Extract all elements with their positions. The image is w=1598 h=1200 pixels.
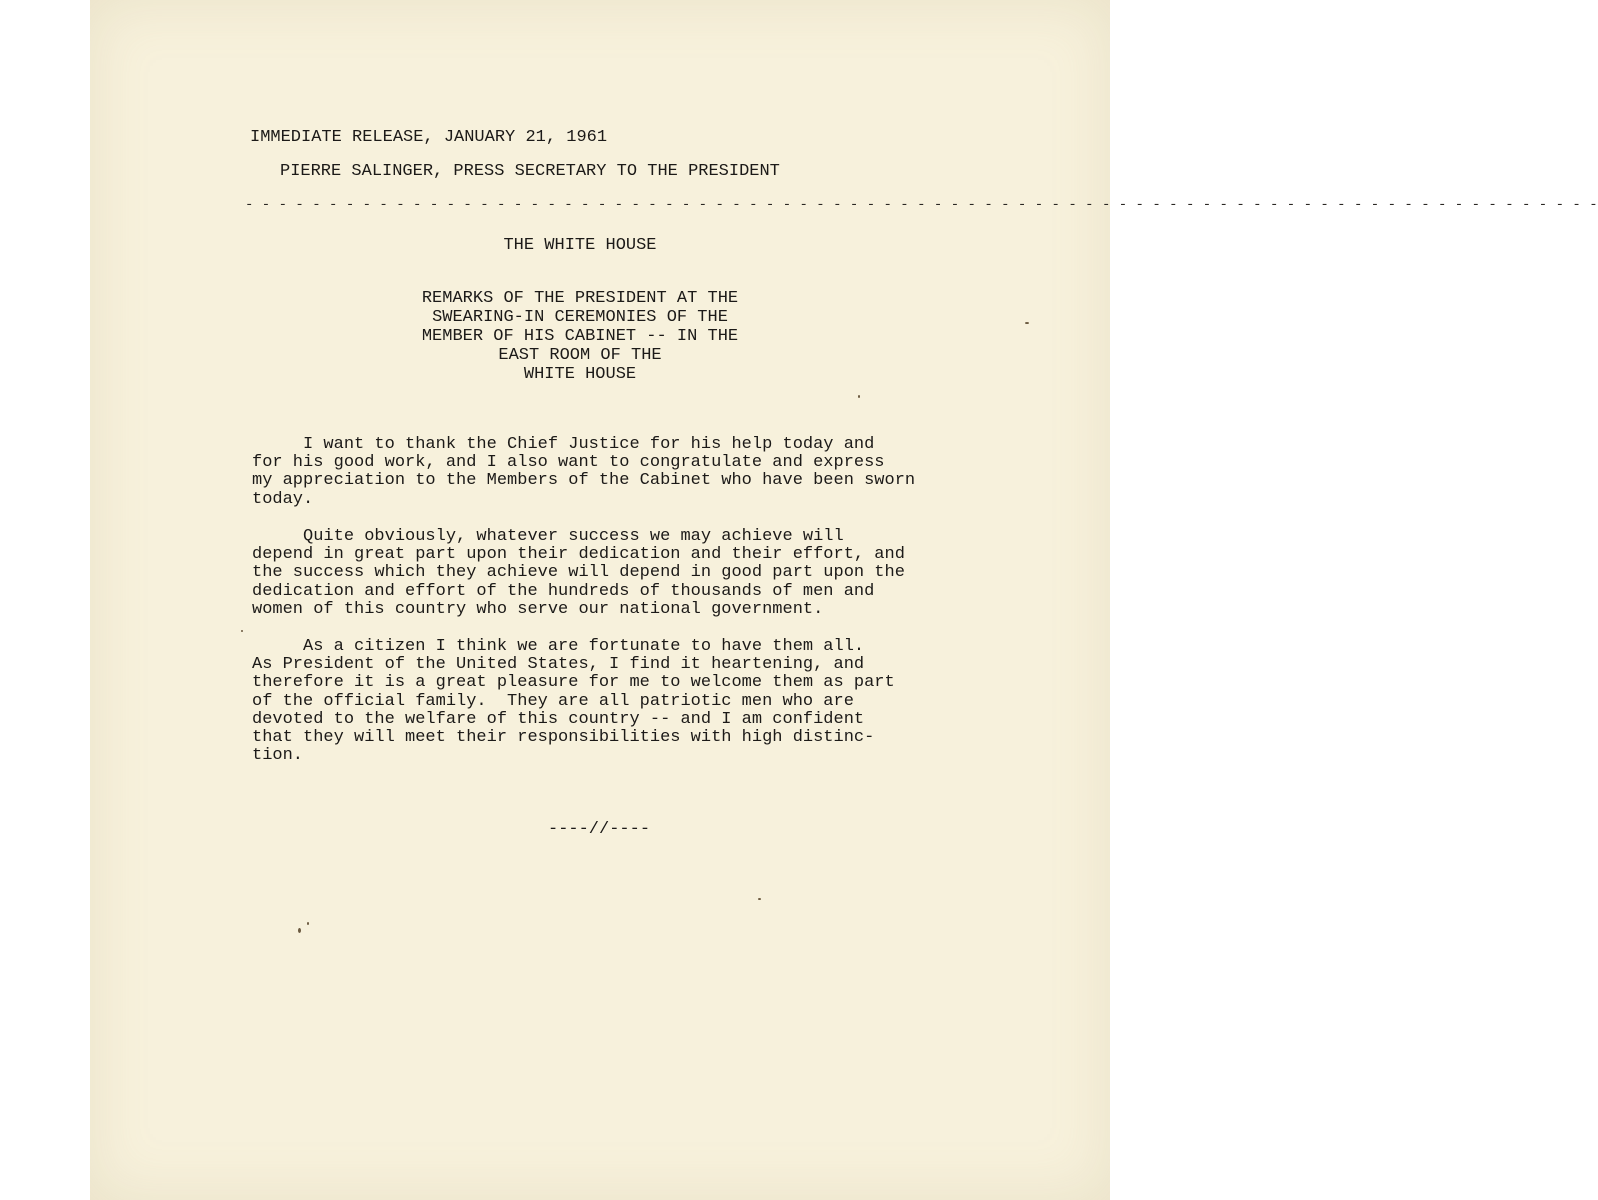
remarks-title-line: SWEARING-IN CEREMONIES OF THE [432, 308, 728, 327]
paper-speck [1025, 322, 1029, 324]
remarks-title-line: EAST ROOM OF THE [498, 346, 662, 365]
paragraph-line: As President of the United States, I find it heartening, and [252, 655, 865, 675]
paragraph-line: tion. [252, 746, 304, 766]
paragraph-line: today. [252, 489, 314, 509]
paragraph-3 [252, 638, 972, 765]
paragraph-line: Quite obviously, whatever success we may achieve will [252, 527, 844, 546]
paper-speck [241, 630, 243, 632]
remarks-title-line: WHITE HOUSE [523, 365, 637, 384]
paper-speck [858, 395, 860, 398]
paragraph-2 [252, 528, 972, 619]
paragraph-line: depend in great part upon their dedication and their effort, and [252, 545, 905, 565]
paragraph-line: that they will meet their responsibilities with high distinc- [252, 728, 875, 748]
paragraph-line: for his good work, and I also want to congratulate and express [252, 453, 885, 473]
paper-speck [298, 928, 301, 933]
paragraph-line: As a citizen I think we are fortunate to have them all. [252, 637, 865, 656]
agency-heading: THE WHITE HOUSE [503, 236, 657, 255]
paragraph-line: I want to thank the Chief Justice for his help today and [252, 435, 875, 454]
paragraph-line: dedication and effort of the hundreds of thousands of men and [252, 581, 875, 601]
paragraph-line: my appreciation to the Members of the Cabinet who have been sworn [252, 471, 916, 491]
paper-speck [758, 898, 761, 900]
paragraph-line: women of this country who serve our national government. [252, 599, 824, 619]
press-secretary-line: PIERRE SALINGER, PRESS SECRETARY TO THE PRESIDENT [280, 162, 780, 181]
paragraph-line: the success which they achieve will depend in good part upon the [252, 563, 905, 583]
remarks-title [350, 289, 810, 384]
paragraph-line: devoted to the welfare of this country -- and I am confident [252, 709, 865, 729]
paragraph-line: of the official family. They are all patriotic men who are [252, 691, 854, 711]
remarks-title-line: MEMBER OF HIS CABINET -- IN THE [421, 327, 739, 346]
dashed-rule: - - - - - - - - - - - - - - - - - - - - - - - - - - - - - - - - - - - - - - - - - - - - - - - - - - - - - - - - - - - - - - - - - - - - - - - - - - - - - - - - - [245, 197, 1598, 213]
paragraph-1 [252, 436, 972, 509]
document-page [90, 0, 1598, 1200]
end-mark: ----//---- [548, 820, 651, 839]
release-date-line: IMMEDIATE RELEASE, JANUARY 21, 1961 [250, 128, 608, 147]
paragraph-line: therefore it is a great pleasure for me to welcome them as part [252, 673, 895, 693]
remarks-title-line: REMARKS OF THE PRESIDENT AT THE [421, 289, 739, 308]
paper-speck [307, 922, 309, 925]
